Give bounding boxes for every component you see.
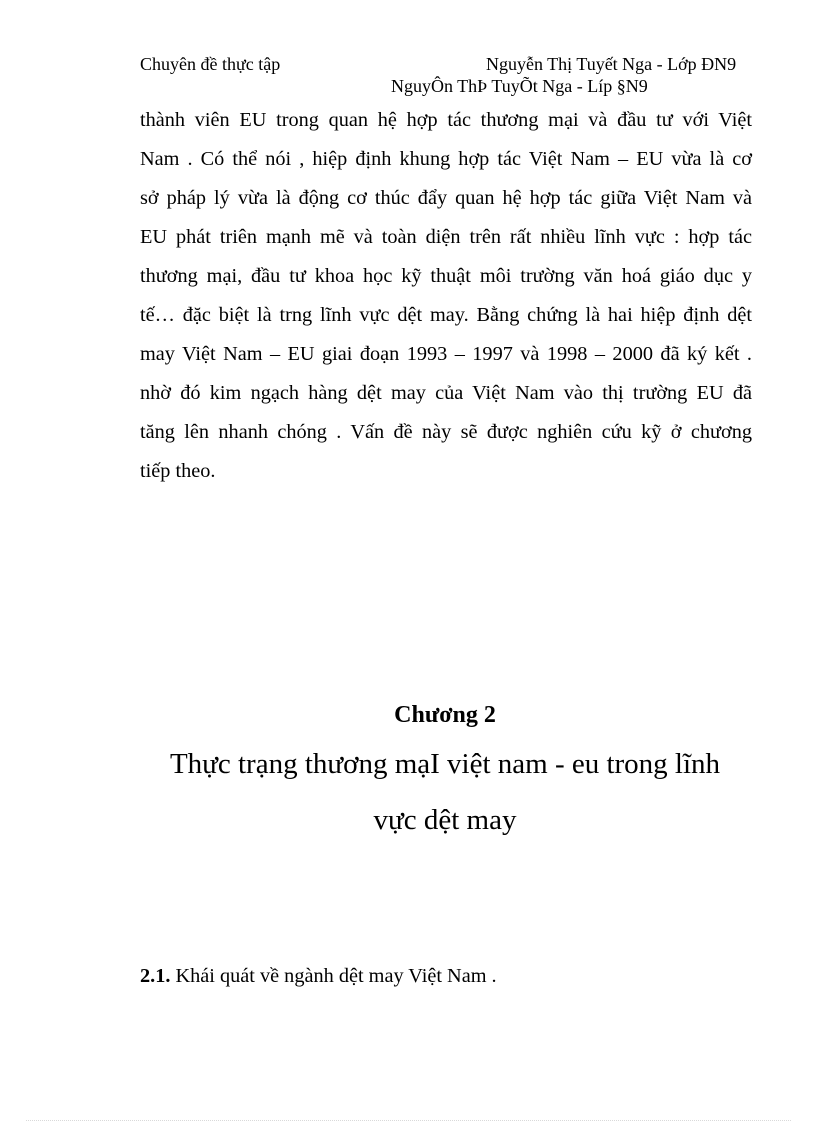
body-line: EU phát triên mạnh mẽ và toàn diện trên rất nhiều lĩnh vực : hợp tác (140, 226, 752, 248)
section-title: Khái quát về ngành dệt may Việt Nam . (170, 965, 497, 987)
body-line: sở pháp lý vừa là động cơ thúc đẩy quan hệ hợp tác giữa Việt Nam và (140, 187, 752, 209)
header-author-class-legacy-encoding: NguyÔn ThÞ TuyÕt Nga - Líp §N9 (391, 76, 648, 96)
body-line: tăng lên nhanh chóng . Vấn đề này sẽ được nghiên cứu kỹ ở chương (140, 421, 752, 443)
body-line: thương mại, đầu tư khoa học kỹ thuật môi trường văn hoá giáo dục y (140, 265, 752, 287)
chapter-title-line-2: vực dệt may (373, 804, 517, 836)
header-author-class: Nguyễn Thị Tuyết Nga - Lớp ĐN9 (486, 54, 737, 74)
page-bottom-divider (26, 1120, 791, 1121)
body-line: nhờ đó kim ngạch hàng dệt may của Việt Nam vào thị trường EU đã (140, 382, 752, 404)
body-line: tế… đặc biệt là trng lĩnh vực dệt may. Bằng chứng là hai hiệp định dệt (140, 304, 752, 326)
body-line: Nam . Có thể nói , hiệp định khung hợp tác Việt Nam – EU vừa là cơ (140, 148, 752, 170)
body-paragraph (140, 101, 752, 491)
chapter-label: Chương 2 (394, 702, 496, 728)
section-heading (140, 962, 497, 990)
header-left-title: Chuyên đề thực tập (140, 54, 281, 74)
section-number: 2.1. (140, 965, 171, 987)
body-line: thành viên EU trong quan hệ hợp tác thương mại và đầu tư với Việt (140, 109, 752, 131)
body-line: may Việt Nam – EU giai đoạn 1993 – 1997 và 1998 – 2000 đã ký kết . (140, 343, 752, 365)
chapter-title-line-1: Thực trạng thương mạI việt nam - eu trong lĩnh (169, 748, 721, 780)
body-line: tiếp theo. (140, 460, 216, 482)
